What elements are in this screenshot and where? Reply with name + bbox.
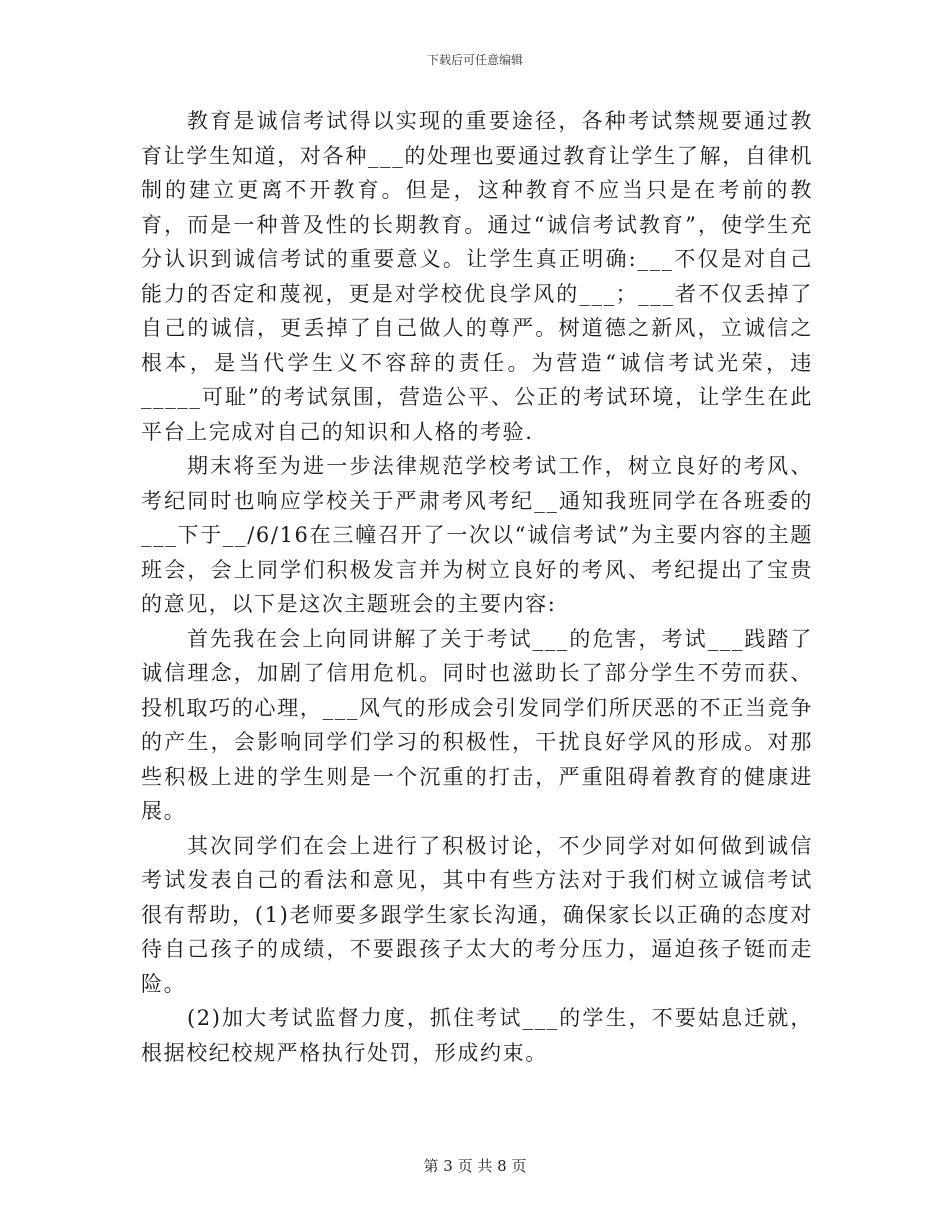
paragraph-2: 期末将至为进一步法律规范学校考试工作，树立良好的考风、考纪同时也响应学校关于严肃考风考纪__通知我班同学在各班委的___下于__/6/16在三幢召开了一次以“诚信考试”为主要内容的主题班会，会上同学们积极发言并为树立良好的考风、考纪提出了宝贵的意见，以下是这次主题班会的主要内容: <box>141 454 813 616</box>
paragraph-5: (2)加大考试监督力度，抓住考试___的学生，不要姑息迁就，根据校纪校规严格执行处罚，形成约束。 <box>141 1006 813 1065</box>
page-header: 下载后可任意编辑 <box>426 53 523 67</box>
document-body <box>141 104 813 1070</box>
page-number: 第 3 页 共 8 页 <box>423 1157 527 1175</box>
paragraph-4: 其次同学们在会上进行了积极讨论，不少同学对如何做到诚信考试发表自己的看法和意见，其中有些方法对于我们树立诚信考试很有帮助，(1)老师要多跟学生家长沟通，确保家长以正确的态度对待自己孩子的成绩，不要跟孩子太大的考分压力，逼迫孩子铤而走险。 <box>141 833 813 996</box>
paragraph-1: 教育是诚信考试得以实现的重要途径，各种考试禁规要通过教育让学生知道，对各种___的处理也要通过教育让学生了解，自律机制的建立更离不开教育。但是，这种教育不应当只是在考前的教育，而是一种普及性的长期教育。通过“诚信考试教育”，使学生充分认识到诚信考试的重要意义。让学生真正明确:___不仅是对自己能力的否定和蔑视，更是对学校优良学风的___；___者不仅丢掉了自己的诚信，更丢掉了自己做人的尊严。树道德之新风，立诚信之根本，是当代学生义不容辞的责任。为营造“诚信考试光荣，违_____可耻”的考试氛围，营造公平、公正的考试环境，让学生在此平台上完成对自己的知识和人格的考验. <box>141 109 813 444</box>
paragraph-3: 首先我在会上向同讲解了关于考试___的危害，考试___践踏了诚信理念，加剧了信用危机。同时也滋助长了部分学生不劳而获、投机取巧的心理，___风气的形成会引发同学们所厌恶的不正当竞争的产生，会影响同学们学习的积极性，干扰良好学风的形成。对那些积极上进的学生则是一个沉重的打击，严重阻碍着教育的健康进展。 <box>141 626 813 823</box>
